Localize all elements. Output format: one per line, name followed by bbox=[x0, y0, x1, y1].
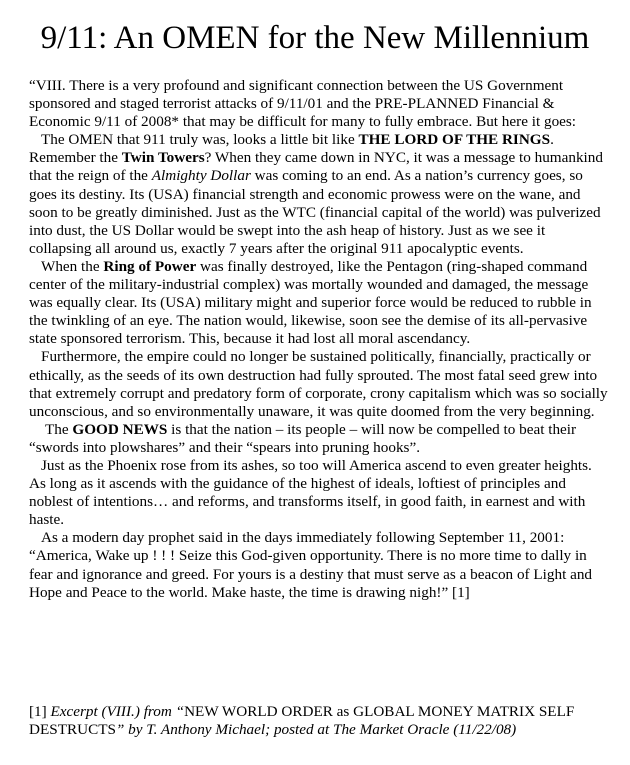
paragraph-3-text-a: When the bbox=[41, 257, 104, 275]
paragraph-3 bbox=[29, 258, 609, 348]
paragraph-2-text-g: was coming to an end. As a nation’s currency goes, so goes its destiny. Its (USA) financial strength and economic prowess were on the wane, and soon to be greatly diminished. Just as the WTC (financial capital of the world) was pulverized into dust, the US Dollar would be swept into the ash heap of history. Just as we see it collapsing all around us, exactly 7 years after the original 911 apocalyptic events. bbox=[29, 167, 601, 257]
paragraph-4: Furthermore, the empire could no longer be sustained politically, financially, practically or ethically, as the seeds of its own destruction had fully sprouted. The most fatal seed grew into that extremely corrupt and predatory form of corporate, crony capitalism which was so socially unconscious, and so environmentally unaware, it was quite doomed from the very beginning. bbox=[29, 348, 608, 420]
document-title: 9/11: An OMEN for the New Millennium bbox=[40, 20, 590, 56]
good-news-bold: GOOD NEWS bbox=[72, 420, 168, 438]
footnote-source-title: NEW WORLD ORDER as GLOBAL MONEY MATRIX SELF DESTRUCTS bbox=[29, 703, 575, 739]
paragraph-2-text-e: ? When they came down in NYC, it was a message to humankind that the reign of the bbox=[29, 149, 603, 185]
paragraph-7: As a modern day prophet said in the days immediately following September 11, 2001: “America, Wake up ! ! ! Seize this God-given opportunity. There is no more time to dally in fear and ignorance and greed. For yours is a destiny that must serve as a beacon of Light and Hope and Peace to the world. Make haste, the time is drawing nigh!” [1] bbox=[29, 529, 593, 601]
paragraph-5-text-c: is that the nation – its people – will now be compelled to beat their “swords into plowshares” and their “spears into pruning hooks”. bbox=[29, 420, 577, 456]
footnote-excerpt-italic: Excerpt (VIII.) from “ bbox=[50, 703, 185, 720]
almighty-dollar-italic: Almighty Dollar bbox=[151, 167, 251, 185]
paragraph-6: Just as the Phoenix rose from its ashes, so too will America ascend to even greater heights. As long as it ascends with the guidance of the highest of ideals, loftiest of principles and noblest of intentions… and reforms, and transforms itself, in good faith, in earnest and with haste. bbox=[29, 456, 592, 529]
paragraph-2-text-c: . Remember the bbox=[29, 131, 554, 167]
paragraph-2 bbox=[29, 131, 609, 258]
footnote-marker: [1] bbox=[29, 703, 51, 720]
paragraph-5 bbox=[29, 421, 609, 457]
lord-of-the-rings-bold: THE LORD OF THE RINGS bbox=[358, 131, 551, 149]
paragraph-2-text-a: The OMEN that 911 truly was, looks a little bit like bbox=[41, 131, 359, 149]
twin-towers-bold: Twin Towers bbox=[121, 149, 205, 167]
document-body bbox=[29, 77, 609, 602]
paragraph-3-text-c: was finally destroyed, like the Pentagon (ring-shaped command center of the military-industrial complex) was mortally wounded and damaged, the message was equally clear. Its (USA) military might and superior force would be reduced to rubble in the twinkling of an eye. The nation would, likewise, soon see the demise of its all-pervasive state sponsored terrorism. This, because it had lost all moral ascendancy. bbox=[29, 257, 592, 348]
paragraph-1: “VIII. There is a very profound and significant connection between the US Government sponsored and staged terrorist attacks of 9/11/01 and the PRE-PLANNED Financial & Economic 9/11 of 2008* that may be difficult for many to fully embrace. But here it goes: bbox=[29, 77, 577, 131]
footnote-attribution-italic: ” by T. Anthony Michael; posted at The Market Oracle (11/22/08) bbox=[115, 721, 517, 739]
paragraph-5-text-a: The bbox=[45, 420, 73, 438]
footnote bbox=[29, 703, 614, 739]
ring-of-power-bold: Ring of Power bbox=[103, 257, 197, 275]
